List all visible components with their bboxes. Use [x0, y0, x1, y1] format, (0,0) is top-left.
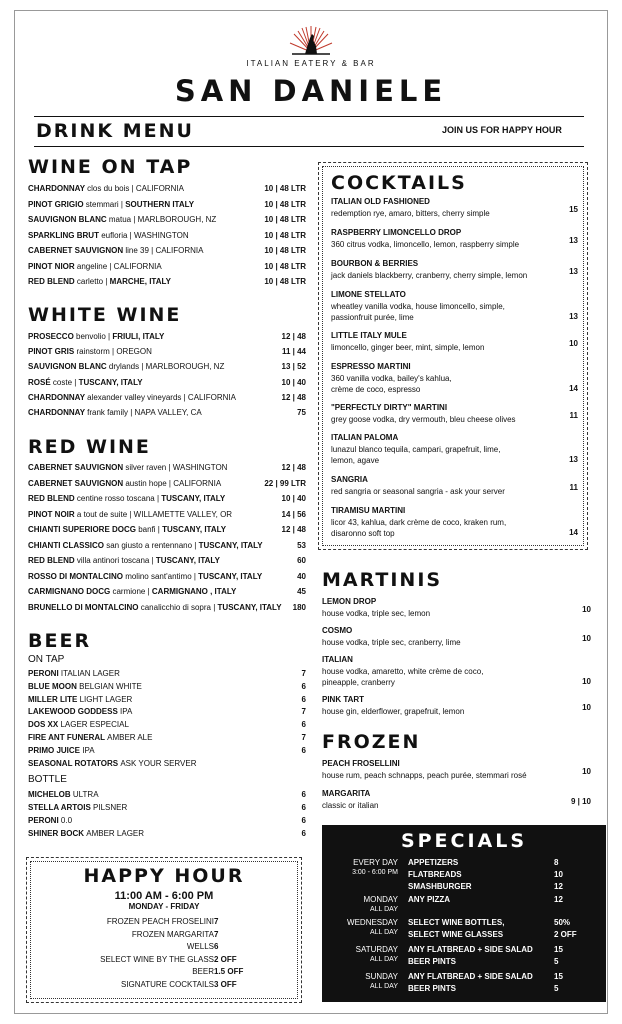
specials-day-name: SATURDAY [355, 945, 398, 954]
specials-item-price: 12 [554, 882, 563, 891]
beer-tap-item [28, 759, 197, 769]
frozen-item-price: 9 | 10 [570, 797, 591, 806]
drink-menu-title: DRINK MENU [36, 120, 194, 142]
beer-bottle-item [28, 829, 144, 839]
specials-item-name: ANY FLATBREAD + SIDE SALAD [408, 945, 533, 954]
wine-on-tap-item-name: SPARKLING BRUT [28, 230, 102, 240]
cocktails-item-name: TIRAMISU MARTINI [331, 506, 406, 515]
beer-bottle-price: 6 [301, 816, 306, 825]
happy-hour-item-label: WELLS [186, 942, 214, 951]
beer-tap-item [28, 746, 95, 756]
red-wine-item-name: CABERNET SAUVIGNON [28, 478, 126, 488]
white-wine-item [28, 393, 236, 403]
red-wine-item-price: 14 | 56 [281, 509, 306, 519]
happy-hour-item-label: FROZEN PEACH FROSELINI [106, 917, 214, 926]
wine-on-tap-item-name: CHARDONNAY [28, 184, 88, 193]
cocktails-item-price: 13 [569, 236, 578, 245]
specials-item-price: 2 OFF [554, 930, 577, 939]
red-wine-item-name: RED BLEND [28, 556, 77, 565]
red-wine-item [28, 479, 221, 489]
martinis-item-price: 10 [582, 703, 591, 712]
happy-hour-item-label: SIGNATURE COCKTAILS [120, 979, 214, 989]
wine-on-tap-item-price: 10 | 48 LTR [264, 184, 306, 193]
beer-tap-price: 7 [301, 669, 306, 678]
specials-day-sub: ALL DAY [369, 929, 398, 936]
specials-item-price: 15 [554, 945, 563, 954]
specials-day-sub: ALL DAY [369, 906, 398, 913]
red-wine-item [28, 572, 262, 582]
specials-title: SPECIALS [400, 830, 528, 852]
white-wine-item-name: PROSECCO [28, 332, 77, 341]
white-wine-item-price: 11 | 44 [281, 347, 306, 357]
red-wine-item-desc: molino sant'antimo | [125, 571, 199, 581]
beer-tap-price: 7 [301, 733, 306, 742]
martinis-item-name: LEMON DROP [322, 597, 377, 606]
red-wine-item-name: ROSSO DI MONTALCINO [28, 571, 126, 581]
happy-hour-days: MONDAY - FRIDAY [128, 902, 200, 911]
beer-tap-name: FIRE ANT FUNERAL [28, 733, 108, 742]
happy-hour-item-value: 7 [214, 917, 219, 926]
specials-item-price: 5 [554, 957, 559, 966]
cocktails-item-desc: passionfruit purée, lime [331, 313, 414, 322]
wine-on-tap-item-price: 10 | 48 LTR [264, 261, 306, 271]
wine-on-tap-item [28, 262, 162, 272]
wine-on-tap-item-desc: carletto | [76, 277, 110, 286]
white-wine-item-name: SAUVIGNON BLANC [28, 362, 109, 372]
happy-hour-invite: JOIN US FOR HAPPY HOUR [442, 125, 562, 135]
beer-bottle-desc: ULTRA [72, 790, 99, 799]
red-wine-item-price: 12 | 48 [281, 525, 306, 534]
white-wine-item-desc: alexander valley vineyards | CALIFORNIA [87, 392, 236, 402]
beer-tap-name: MILLER LITE [28, 694, 80, 704]
specials-day [356, 945, 398, 965]
martinis-item-name: COSMO [322, 626, 353, 635]
beer-bottle-item [28, 790, 99, 800]
cocktails-item-desc: red sangria or seasonal sangria - ask your server [331, 487, 505, 496]
beer-bottle-price: 6 [301, 829, 306, 838]
red-wine-item-price: 12 | 48 [281, 463, 306, 472]
martinis-item-desc: house vodka, amaretto, white crème de coco, [322, 667, 484, 676]
happy-hour-title: HAPPY HOUR [83, 865, 245, 887]
beer-tap-item [28, 733, 152, 743]
beer-tap-item [28, 720, 129, 730]
frozen-item-name: MARGARITA [322, 789, 371, 798]
beer-tap-item [28, 695, 132, 705]
wine-on-tap-item-region: SOUTHERN ITALY [125, 199, 195, 209]
happy-hour-item-value: 7 [214, 929, 219, 939]
specials-box [322, 825, 606, 1002]
wolf-sunburst-logo-icon [288, 24, 334, 56]
white-wine-item-desc: rainstorm | OREGON [76, 347, 152, 357]
martinis-item-desc: house vodka, triple sec, cranberry, lime [322, 638, 461, 647]
cocktails-item-name: RASPBERRY LIMONCELLO DROP [331, 228, 462, 237]
red-wine-item-region: TUSCANY, ITALY [162, 525, 227, 534]
beer-bottle-name: PERONI [28, 816, 61, 825]
beer-tap-desc: IPA [82, 745, 95, 755]
white-wine-item-name: PINOT GRIS [28, 347, 77, 357]
white-wine-item [28, 408, 202, 418]
beer-on-tap-label: ON TAP [28, 654, 65, 665]
beer-bottle-desc: 0.0 [60, 816, 73, 825]
specials-item-name: SELECT WINE BOTTLES, [408, 918, 505, 927]
cocktails-item-desc: licor 43, kahlua, dark crème de coco, kraken rum, [331, 518, 507, 527]
happy-hour-item-value: 1.5 OFF [214, 967, 244, 976]
cocktails-item-desc: lemon, agave [331, 456, 380, 465]
cocktails-item-desc: jack daniels blackberry, cranberry, cherry simple, lemon [331, 271, 528, 280]
martinis-title: MARTINIS [322, 569, 443, 591]
beer-tap-desc: BELGIAN WHITE [79, 681, 142, 691]
wine-on-tap-item [28, 184, 184, 194]
red-wine-item-desc: carmione | [112, 587, 152, 596]
white-wine-item [28, 362, 224, 372]
cocktails-item-price: 13 [569, 455, 578, 464]
specials-day [363, 895, 398, 915]
beer-tap-price: 6 [301, 745, 306, 755]
beer-tap-item [28, 682, 142, 692]
white-wine-item-price: 10 | 40 [281, 377, 306, 387]
white-wine-item-desc: coste | [52, 377, 79, 387]
wine-on-tap-item-desc: line 39 | CALIFORNIA [125, 246, 204, 255]
white-wine-title: WHITE WINE [28, 304, 182, 326]
wine-on-tap-item-name: SAUVIGNON BLANC [28, 215, 109, 224]
martinis-item-name: ITALIAN [322, 655, 353, 664]
beer-tap-desc: AMBER ALE [107, 733, 153, 742]
red-wine-item [28, 525, 226, 535]
cocktails-item-name: ITALIAN PALOMA [331, 433, 399, 442]
beer-tap-desc: IPA [120, 707, 133, 717]
specials-day-sub: ALL DAY [369, 956, 398, 963]
beer-tap-item [28, 669, 120, 679]
wine-on-tap-item-price: 10 | 48 LTR [264, 230, 306, 240]
martinis-item-desc: pineapple, cranberry [322, 678, 395, 687]
beer-tap-item [28, 707, 132, 717]
martinis-item-price: 10 [582, 634, 591, 643]
wine-on-tap-item [28, 215, 216, 225]
wine-on-tap-item-price: 10 | 48 LTR [264, 215, 306, 224]
happy-hour-hours: 11:00 AM - 6:00 PM [114, 890, 214, 902]
white-wine-item-region: FRIULI, ITALY [112, 332, 165, 341]
red-wine-item-desc: canalicchio di sopra | [140, 602, 218, 612]
red-wine-item-region: TUSCANY, ITALY [161, 494, 226, 503]
red-wine-item-region: TUSCANY, ITALY [155, 556, 220, 565]
cocktails-item-price: 11 [569, 411, 578, 420]
red-wine-item-name: CHIANTI SUPERIORE DOCG [28, 525, 139, 534]
specials-day-sub: ALL DAY [369, 983, 398, 990]
red-wine-item-price: 60 [297, 556, 306, 565]
restaurant-name: SAN DANIELE [174, 74, 448, 108]
red-wine-item-desc: villa antinori toscana | [76, 556, 156, 565]
beer-tap-name: PRIMO JUICE [28, 745, 83, 755]
red-wine-item-desc: austin hope | CALIFORNIA [125, 478, 222, 488]
cocktails-item-name: LITTLE ITALY MULE [331, 331, 407, 340]
white-wine-item-price: 75 [297, 408, 306, 417]
beer-tap-price: 7 [301, 707, 306, 717]
white-wine-item-name: ROSÉ [28, 377, 53, 387]
cocktails-item-desc: lunazul blanco tequila, campari, grapefruit, lime, [331, 445, 501, 454]
specials-item-name: BEER PINTS [408, 984, 457, 993]
red-wine-item-name: CHIANTI CLASSICO [28, 540, 107, 550]
cocktails-item-name: ITALIAN OLD FASHIONED [331, 197, 430, 206]
beer-bottle-price: 6 [301, 803, 306, 812]
cocktails-item-price: 14 [569, 528, 578, 537]
beer-tap-name: BLUE MOON [28, 681, 80, 691]
red-wine-item-price: 22 | 99 LTR [264, 478, 306, 488]
red-wine-item [28, 587, 236, 597]
red-wine-item-region: TUSCANY, ITALY [198, 571, 263, 581]
specials-day-sub: 3:00 - 6:00 PM [352, 869, 398, 876]
cocktails-item-desc: limoncello, ginger beer, mint, simple, lemon [331, 343, 485, 352]
happy-hour-item-value: 6 [214, 942, 219, 951]
cocktails-item-price: 10 [569, 339, 578, 348]
specials-item-price: 5 [554, 984, 559, 993]
wine-on-tap-item-desc: clos du bois | CALIFORNIA [87, 184, 184, 193]
white-wine-item-region: TUSCANY, ITALY [78, 377, 143, 387]
cocktails-item-name: LIMONE STELLATO [331, 290, 406, 299]
header-rule-bottom [34, 146, 584, 147]
martinis-item-price: 10 [582, 605, 591, 614]
frozen-title: FROZEN [322, 731, 421, 753]
beer-tap-name: LAKEWOOD GODDESS [28, 707, 121, 717]
red-wine-item [28, 510, 232, 520]
specials-item-name: ANY PIZZA [408, 895, 451, 904]
red-wine-item-price: 53 [297, 540, 306, 550]
cocktails-item-name: "PERFECTLY DIRTY" MARTINI [331, 403, 448, 412]
red-wine-item-region: CARMIGNANO , ITALY [151, 587, 237, 596]
wine-on-tap-item-region: MARCHE, ITALY [109, 277, 171, 286]
red-wine-item-desc: san giusto a rentennano | [106, 540, 199, 550]
beer-bottle-desc: AMBER LAGER [86, 829, 145, 838]
logo-tagline: ITALIAN EATERY & BAR [246, 59, 376, 68]
happy-hour-item-label: BEER [192, 967, 214, 976]
specials-item-name: SELECT WINE GLASSES [408, 930, 504, 939]
cocktails-item-name: ESPRESSO MARTINI [331, 362, 411, 371]
happy-hour-frame-inner [30, 861, 298, 999]
red-wine-item-name: CARMIGNANO DOCG [28, 587, 113, 596]
beer-bottle-item [28, 816, 72, 826]
beer-bottle-name: SHINER BOCK [28, 829, 87, 838]
beer-title: BEER [28, 630, 92, 652]
cocktails-item-price: 14 [569, 384, 578, 393]
specials-item-price: 10 [554, 870, 563, 879]
white-wine-item-price: 13 | 52 [281, 362, 306, 372]
beer-tap-desc: ASK YOUR SERVER [120, 758, 197, 768]
beer-tap-price: 6 [301, 720, 306, 730]
specials-day-name: SUNDAY [365, 972, 398, 981]
red-wine-item-desc: centine rosso toscana | [76, 494, 162, 503]
white-wine-item [28, 378, 143, 388]
red-wine-item-desc: silver raven | WASHINGTON [125, 463, 228, 472]
beer-tap-name: PERONI [28, 669, 61, 678]
wine-on-tap-item-name: RED BLEND [28, 277, 77, 286]
beer-tap-price: 6 [301, 681, 306, 691]
martinis-item-desc: house gin, elderflower, grapefruit, lemon [322, 707, 465, 716]
red-wine-item [28, 463, 227, 473]
cocktails-item-desc: 360 citrus vodka, limoncello, lemon, raspberry simple [331, 240, 520, 249]
beer-tap-desc: LAGER ESPECIAL [60, 720, 129, 730]
beer-bottle-desc: PILSNER [93, 803, 128, 812]
cocktails-item-price: 15 [569, 205, 578, 214]
red-wine-item-price: 40 [297, 571, 306, 581]
red-wine-item-price: 45 [297, 587, 306, 596]
specials-day [365, 972, 398, 992]
martinis-item-name: PINK TART [322, 695, 365, 704]
happy-hour-item-label: SELECT WINE BY THE GLASS [100, 954, 214, 964]
beer-bottle-label: BOTTLE [28, 774, 67, 785]
happy-hour-item-label: FROZEN MARGARITA [131, 929, 214, 939]
beer-tap-desc: ITALIAN LAGER [60, 669, 120, 678]
cocktails-item-name: BOURBON & BERRIES [331, 259, 419, 268]
beer-tap-name: SEASONAL ROTATORS [28, 758, 121, 768]
specials-item-name: SMASHBURGER [408, 882, 472, 891]
wine-on-tap-item [28, 200, 194, 210]
happy-hour-item-value: 3 OFF [214, 979, 237, 989]
specials-item-name: APPETIZERS [408, 858, 459, 867]
white-wine-item-name: CHARDONNAY [28, 408, 88, 417]
wine-on-tap-item-desc: matua | MARLBOROUGH, NZ [108, 215, 217, 224]
header-rule-top [34, 116, 584, 117]
white-wine-item-desc: benvolio | [76, 332, 113, 341]
cocktails-item-desc: 360 vanilla vodka, bailey's kahlua, [331, 374, 452, 383]
white-wine-item-price: 12 | 48 [281, 332, 306, 341]
beer-bottle-price: 6 [301, 790, 306, 799]
cocktails-item-name: SANGRIA [331, 475, 368, 484]
frozen-item-desc: house rum, peach schnapps, peach purée, stemmari rosé [322, 771, 527, 780]
martinis-item-price: 10 [582, 677, 591, 686]
beer-tap-price: 6 [301, 694, 306, 704]
specials-item-name: ANY FLATBREAD + SIDE SALAD [408, 972, 533, 981]
red-wine-item [28, 494, 225, 504]
cocktails-item-price: 13 [569, 267, 578, 276]
specials-day-name: EVERY DAY [353, 858, 398, 867]
wine-on-tap-item-name: PINOT GRIGIO [28, 199, 86, 209]
white-wine-item-desc: drylands | MARLBOROUGH, NZ [108, 362, 225, 372]
specials-item-name: FLATBREADS [408, 870, 462, 879]
wine-on-tap-item-price: 10 | 48 LTR [264, 277, 306, 286]
red-wine-item [28, 541, 263, 551]
specials-item-price: 50% [554, 918, 571, 927]
wine-on-tap-item-desc: eufloria | WASHINGTON [101, 230, 189, 240]
wine-on-tap-item [28, 231, 189, 241]
red-wine-item-name: PINOT NOIR [28, 509, 77, 519]
specials-item-price: 8 [554, 858, 559, 867]
beer-bottle-item [28, 803, 127, 813]
red-wine-item-name: BRUNELLO DI MONTALCINO [28, 602, 141, 612]
red-wine-item-price: 180 [292, 602, 306, 612]
frozen-item-name: PEACH FROSELLINI [322, 759, 400, 768]
wine-on-tap-title: WINE ON TAP [28, 156, 193, 178]
red-wine-item [28, 603, 282, 613]
wine-on-tap-item-price: 10 | 48 LTR [264, 199, 306, 209]
white-wine-item [28, 332, 164, 342]
happy-hour-item-value: 2 OFF [214, 954, 237, 964]
wine-on-tap-item-price: 10 | 48 LTR [264, 246, 306, 255]
specials-day-name: WEDNESDAY [347, 918, 398, 927]
white-wine-item-desc: frank family | NAPA VALLEY, CA [87, 408, 202, 417]
frozen-item-price: 10 [582, 767, 591, 776]
wine-on-tap-item-desc: angeline | CALIFORNIA [76, 261, 162, 271]
martinis-item-desc: house vodka, triple sec, lemon [322, 609, 431, 618]
beer-tap-desc: LIGHT LAGER [79, 694, 133, 704]
cocktails-title: COCKTAILS [331, 172, 467, 194]
wine-on-tap-item-desc: stemmari | [85, 199, 126, 209]
wine-on-tap-item [28, 277, 171, 287]
cocktails-item-desc: grey goose vodka, dry vermouth, bleu cheese olives [331, 415, 516, 424]
cocktails-item-desc: wheatley vanilla vodka, house limoncello, simple, [331, 302, 505, 311]
white-wine-item-name: CHARDONNAY [28, 392, 88, 402]
cocktails-item-desc: redemption rye, amaro, bitters, cherry simple [331, 209, 490, 218]
red-wine-item-region: TUSCANY, ITALY [198, 540, 263, 550]
red-wine-item-region: TUSCANY, ITALY [217, 602, 282, 612]
red-wine-item-desc: banfi | [138, 525, 163, 534]
red-wine-item-desc: a tout de suite | WILLAMETTE VALLEY, OR [76, 509, 233, 519]
cocktails-item-desc: crème de coco, espresso [331, 385, 421, 394]
frozen-item-desc: classic or italian [322, 801, 379, 810]
white-wine-item-price: 12 | 48 [281, 392, 306, 402]
cocktails-item-price: 13 [569, 312, 578, 321]
specials-item-name: BEER PINTS [408, 957, 457, 966]
beer-bottle-name: MICHELOB [28, 790, 73, 799]
specials-day-name: MONDAY [363, 895, 398, 904]
red-wine-item [28, 556, 220, 566]
specials-day [347, 918, 398, 938]
wine-on-tap-item-name: PINOT NIOR [28, 261, 77, 271]
specials-item-price: 12 [554, 895, 563, 904]
red-wine-item-name: CABERNET SAUVIGNON [28, 463, 126, 472]
beer-bottle-name: STELLA ARTOIS [28, 803, 94, 812]
cocktails-item-desc: disaronno soft top [331, 529, 395, 538]
white-wine-item [28, 347, 152, 357]
specials-item-price: 15 [554, 972, 563, 981]
beer-tap-name: DOS XX [28, 720, 61, 730]
red-wine-title: RED WINE [28, 436, 151, 458]
red-wine-item-price: 10 | 40 [281, 494, 306, 503]
red-wine-item-name: RED BLEND [28, 494, 77, 503]
wine-on-tap-item-name: CABERNET SAUVIGNON [28, 246, 126, 255]
wine-on-tap-item [28, 246, 203, 256]
specials-day [352, 858, 398, 878]
cocktails-item-price: 11 [569, 483, 578, 492]
